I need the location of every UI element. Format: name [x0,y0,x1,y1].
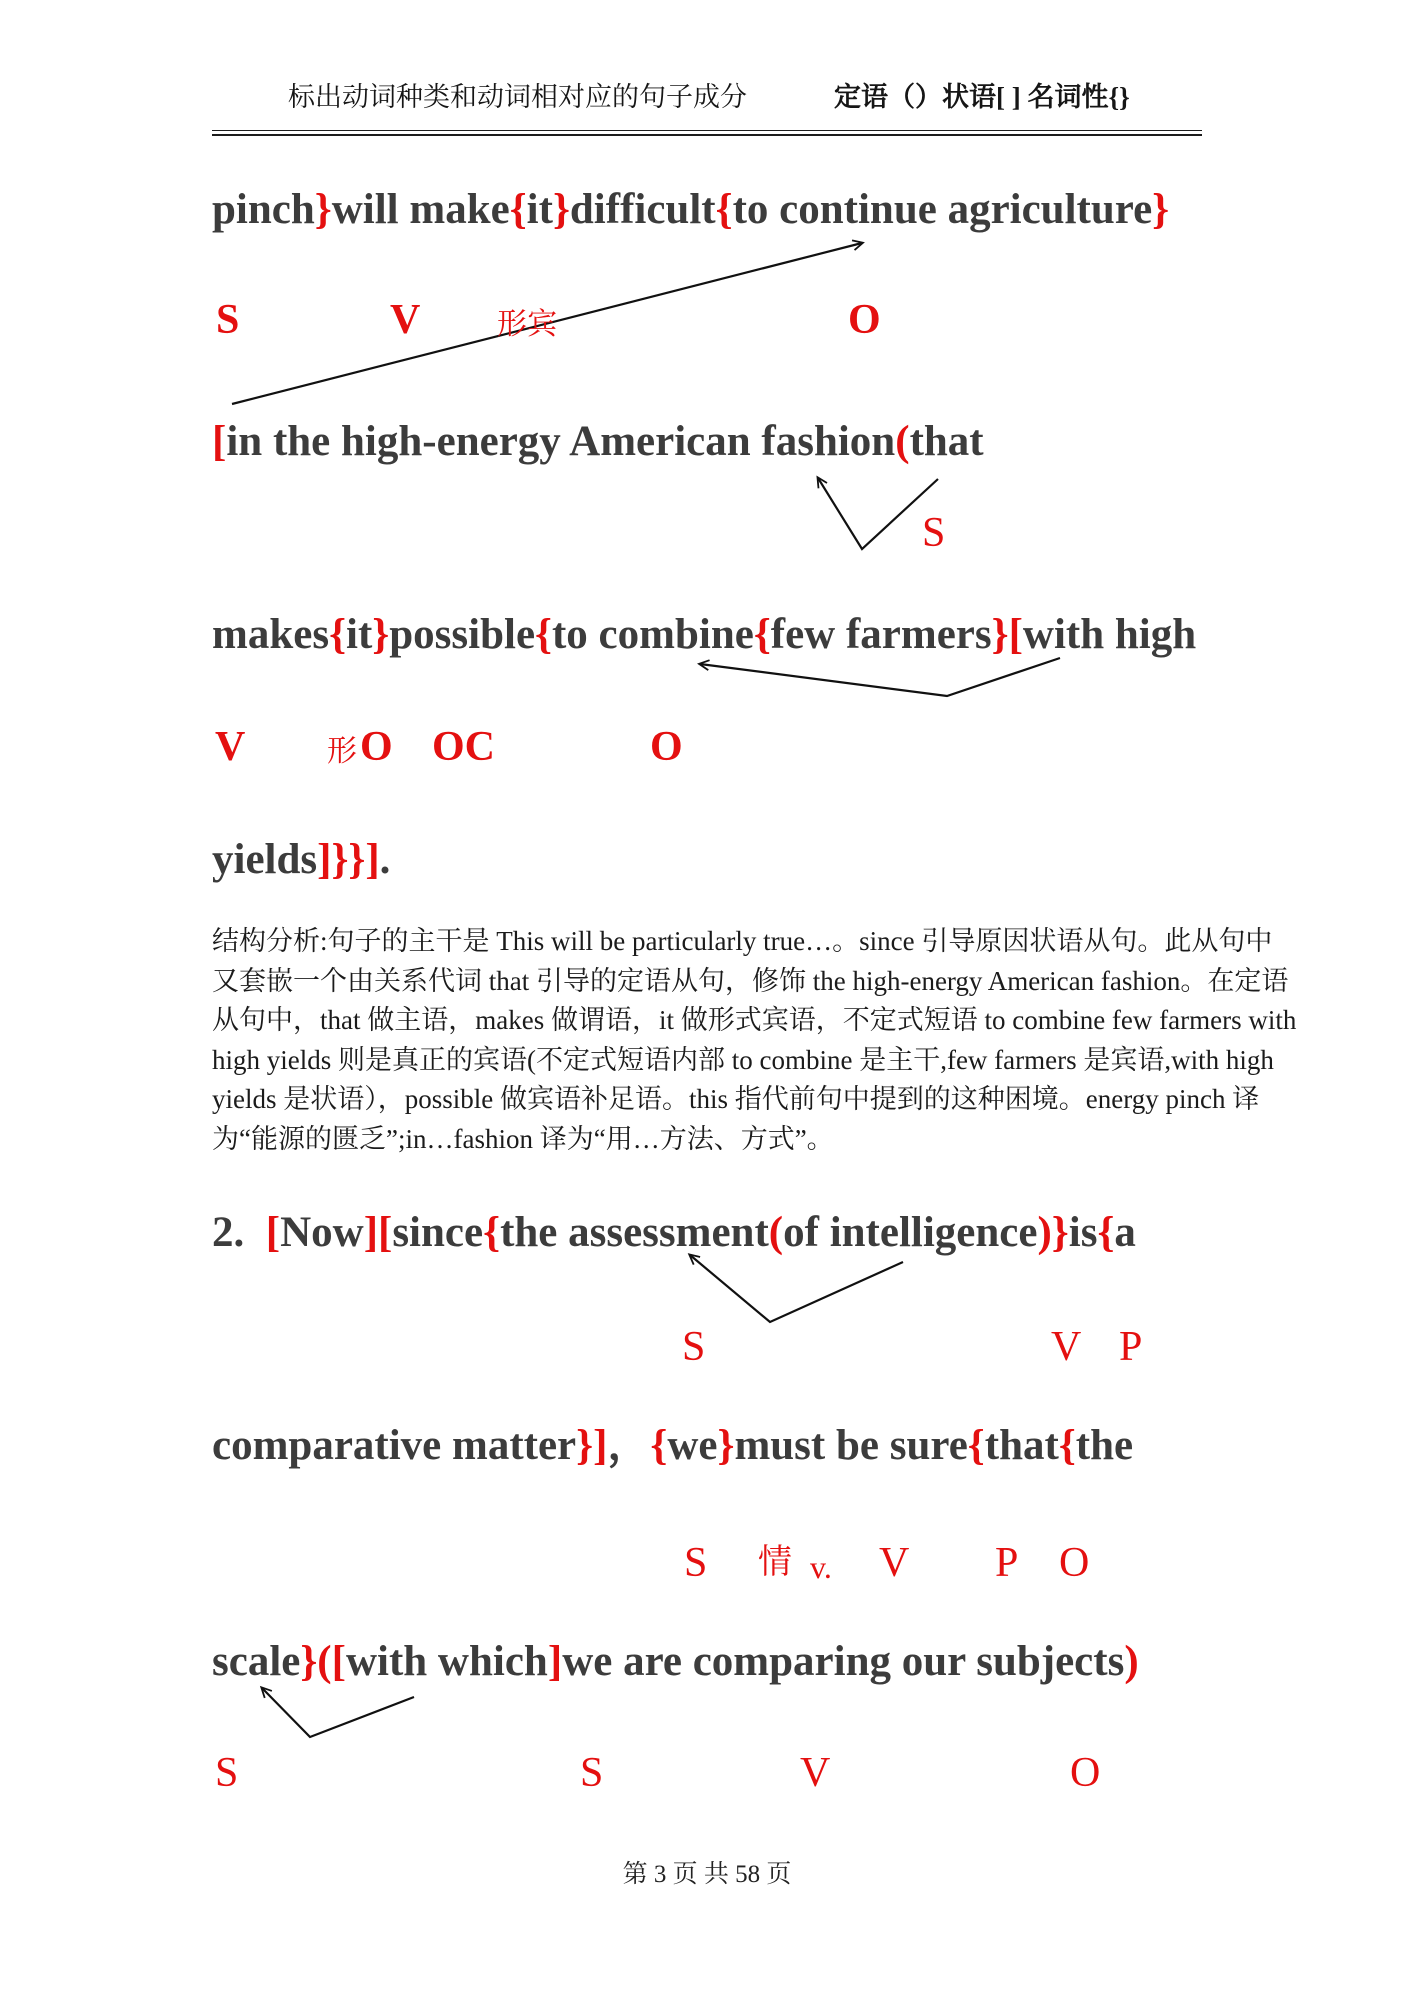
bracket-mark: ] [547,1638,563,1685]
sentence-line-7 [212,1637,1139,1686]
sentence-line-2 [212,417,984,466]
bracket-mark: ( [895,418,910,465]
bracket-mark: } [717,1422,735,1469]
bracket-mark: } [552,186,570,233]
bracket-mark: { [753,611,771,658]
grammar-label: S [580,1750,604,1796]
analysis-line-6: 为“能源的匮乏”;in…fashion 译为“用…方法、方式”。 [212,1124,834,1154]
sentence-text: comparative matter [212,1422,577,1469]
annotation-arrow [818,478,938,549]
sentence-line-4 [212,835,390,884]
bracket-mark: { [535,611,552,658]
bracket-mark: { [650,1422,668,1469]
grammar-label: O [650,724,683,770]
bracket-mark: ][ [363,1209,393,1256]
sentence-text: a [1114,1209,1136,1256]
header-right-legend: 定语（）状语[ ] 名词性{} [834,82,1130,112]
bracket-mark: { [509,186,527,233]
sentence-text: with high [1022,611,1197,658]
grammar-label: v. [810,1549,832,1585]
grammar-label: OC [432,724,495,770]
sentence-text: we [667,1422,718,1469]
sentence-text: to combine [551,611,754,658]
bracket-mark: ) [1124,1638,1139,1685]
bracket-mark: }] [576,1422,608,1469]
sentence-text: yields [212,836,318,883]
grammar-label: S [216,297,240,343]
grammar-label: S [215,1750,239,1796]
sentence-text: difficult [569,186,716,233]
sentence-text: is [1068,1209,1098,1256]
bracket-mark: [ [212,418,227,465]
grammar-label: O [360,724,393,770]
sentence-text: to continue agriculture [732,186,1153,233]
sentence-text: the assessment [500,1209,769,1256]
grammar-label: S [922,510,946,556]
bracket-mark: }[ [991,611,1023,658]
sentence-text: since [392,1209,484,1256]
analysis-line-3: 从句中，that 做主语，makes 做谓语，it 做形式宾语，不定式短语 to combine few farmers with [212,1005,1297,1035]
sentence-text: we are comparing our subjects [562,1638,1125,1685]
grammar-label: V [800,1750,831,1796]
grammar-label: 形宾 [497,308,557,341]
analysis-line-5: yields 是状语），possible 做宾语补足语。this 指代前句中提到的这种困境。energy pinch 译 [212,1084,1260,1114]
sentence-text: will make [331,186,510,233]
annotation-arrow [262,1688,414,1737]
annotation-arrow [690,1255,903,1322]
analysis-line-1: 结构分析:句子的主干是 This will be particularly true…。since 引导原因状语从句。此从句中 [212,926,1273,956]
bracket-mark: { [967,1422,985,1469]
bracket-mark: [ [265,1209,281,1256]
sentence-text: that [984,1422,1059,1469]
sentence-text: . [379,836,391,883]
sentence-text: must be sure [734,1422,968,1469]
sentence-line-1 [212,185,1169,234]
bracket-mark: }([ [300,1638,346,1685]
bracket-mark: { [715,186,733,233]
sentence-text: it [526,186,553,233]
sentence-text: with which [345,1638,548,1685]
sentence-text: that [909,418,984,465]
grammar-label: P [995,1540,1019,1586]
page-footer: 第 3 页 共 58 页 [622,1861,792,1888]
sentence-text: few farmers [770,611,992,658]
grammar-label: V [1051,1324,1082,1370]
bracket-mark: } [1152,186,1170,233]
grammar-label: V [879,1540,910,1586]
sentence-text: in the high-energy American fashion [226,418,896,465]
grammar-label: O [1059,1540,1090,1586]
bracket-mark: )} [1037,1209,1069,1256]
grammar-label: 情 [758,1544,792,1581]
bracket-mark: ( [768,1209,784,1256]
sentence-text: pinch [212,186,315,233]
bracket-mark: { [329,611,347,658]
sentence-text: possible [389,611,536,658]
sentence-line-3 [212,610,1196,659]
sentence-line-6 [212,1421,1133,1470]
sentence-text: the [1075,1422,1134,1469]
header-left-title: 标出动词种类和动词相对应的句子成分 [288,82,747,112]
bracket-mark: { [1097,1209,1115,1256]
sentence-text: ， [607,1422,651,1469]
grammar-label: V [215,724,246,770]
grammar-label: O [1070,1750,1101,1796]
bracket-mark: } [314,186,332,233]
bracket-mark: } [372,611,390,658]
analysis-line-4: high yields 则是真正的宾语(不定式短语内部 to combine 是主干,few farmers 是宾语,with high [212,1045,1274,1075]
header-rule [212,130,1202,136]
grammar-label: 形 [327,735,357,768]
annotation-arrow [700,658,1060,696]
grammar-label: V [390,297,421,343]
grammar-label: S [682,1324,706,1370]
bracket-mark: ]}}] [317,836,380,883]
bracket-mark: { [483,1209,501,1256]
grammar-label: P [1119,1324,1143,1370]
grammar-label: S [684,1540,708,1586]
sentence-line-5 [212,1208,1136,1257]
sentence-text: makes [212,611,330,658]
analysis-line-2: 又套嵌一个由关系代词 that 引导的定语从句，修饰 the high-energy American fashion。在定语 [212,966,1289,996]
sentence-text: 2. [212,1209,266,1256]
grammar-label: O [848,297,881,343]
bracket-mark: { [1058,1422,1076,1469]
sentence-text: Now [280,1209,364,1256]
sentence-text: it [346,611,373,658]
sentence-text: scale [212,1638,301,1685]
sentence-text: of intelligence [783,1209,1038,1256]
